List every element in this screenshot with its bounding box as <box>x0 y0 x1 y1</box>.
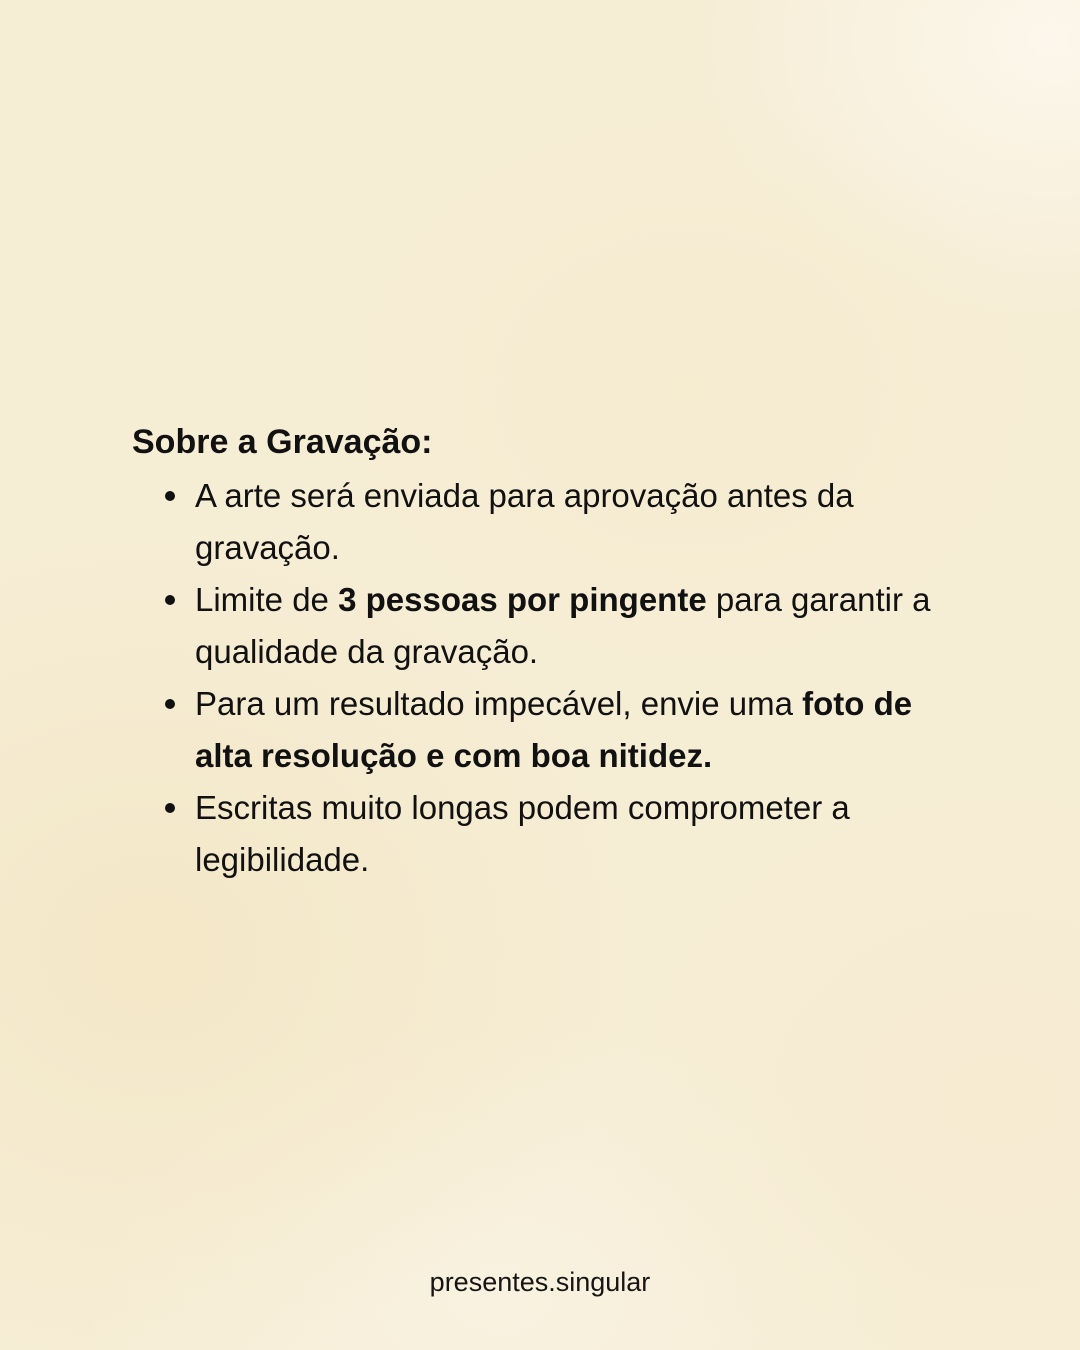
bullet-icon <box>165 699 175 709</box>
section-heading: Sobre a Gravação: <box>132 423 433 461</box>
list-item <box>132 470 962 574</box>
list-item <box>132 574 962 678</box>
item-text: Para um resultado impecável, envie uma <box>195 685 803 722</box>
item-text: Limite de <box>195 581 339 618</box>
engraving-notes-list <box>132 470 962 886</box>
brand-handle: presentes.singular <box>429 1267 651 1297</box>
bullet-icon <box>165 595 175 605</box>
item-text: A arte será enviada para aprovação antes da gravação. <box>195 477 854 566</box>
item-text-bold: foto de alta resolução e com boa nitidez. <box>195 685 913 774</box>
item-text-bold: 3 pessoas por pingente <box>338 581 707 618</box>
item-text: Escritas muito longas podem comprometer a legibilidade. <box>195 789 850 878</box>
bullet-icon <box>165 803 175 813</box>
list-item <box>132 678 962 782</box>
item-text: para garantir a qualidade da gravação. <box>195 581 931 670</box>
list-item <box>132 782 962 886</box>
bullet-icon <box>165 491 175 501</box>
engraving-info <box>132 418 962 886</box>
